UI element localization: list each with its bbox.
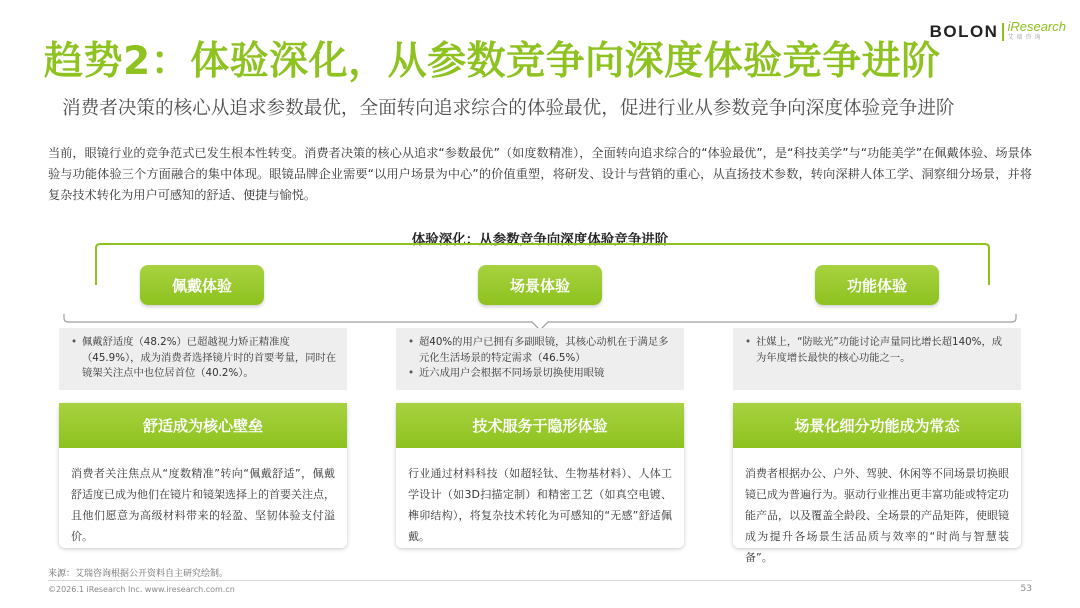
page-subtitle: 消费者决策的核心从追求参数最优，全面转向追求综合的体验最优，促进行业从参数竞争向深度体验竞争进阶 [62,98,955,119]
stat-item: • 社媒上，“防眩光”功能讨论声量同比增长超140%，成为年度增长最快的核心功能之一。 [745,335,1011,366]
card-text: 行业通过材料科技（如超轻钛、生物基材料）、人体工学设计（如3D扫描定制）和精密工艺（如真空电镀、榫卯结构），将复杂技术转化为可感知的“无感”舒适佩戴。 [408,467,672,543]
card-title: 舒适成为核心壁垒 [59,403,347,448]
logo-iresearch-text: iResearch [1007,19,1066,34]
copyright-text: ©2026.1 iResearch Inc. www.iresearch.com.cn [48,585,235,594]
logo-bolon-text: BOLON [929,22,999,41]
tag-function-experience: 功能体验 [815,265,939,305]
tag-wearing-experience: 佩戴体验 [140,265,264,305]
card-title: 场景化细分功能成为常态 [733,403,1021,448]
stat-item: • 近六成用户会根据不同场景切换使用眼镜 [408,366,674,382]
card-text: 消费者关注焦点从“度数精准”转向“佩戴舒适”，佩戴舒适度已成为他们在镜片和镜架选择上的首要关注点，且他们愿意为高级材料带来的轻盈、坚韧体验支付溢价。 [71,467,335,543]
intro-paragraph: 当前，眼镜行业的竞争范式已发生根本性转变。消费者决策的核心从追求“参数最优”（如度数精准），全面转向追求综合的“体验最优”，是“科技美学”与“功能美学”在佩戴体验、场景体验与功能体验三个方面融合的集中体现。眼镜品牌企业需要“以用户场景为中心”的价值重塑，将研发、设计与营销的重心，从直扬技术参数，转向深耕人体工学、洞察细分场景，并将复杂技术转化为用户可感知的舒适、便捷与愉悦。 [48,146,1032,202]
card-technology [396,403,684,548]
stat-box-scene [396,328,684,390]
logo-iresearch-subtext: 艾瑞咨询 [1007,34,1044,41]
stat-item: • 超40%的用户已拥有多副眼镜，其核心动机在于满足多元化生活场景的特定需求（46.5%） [408,335,674,366]
tag-scene-experience: 场景体验 [478,265,602,305]
card-scenario-function [733,403,1021,564]
stat-box-wearing [59,328,347,390]
stat-item: • 佩戴舒适度（48.2%）已超越视力矫正精准度（45.9%），成为消费者选择镜片时的首要考量，同时在镜架关注点中也位居首位（40.2%）。 [71,335,337,382]
diagram-title: 体验深化：从参数竞争向深度体验竞争进阶 [411,232,669,248]
footer-divider [48,580,1032,581]
card-text: 消费者根据办公、户外、驾驶、休闲等不同场景切换眼镜已成为普遍行为。驱动行业推出更丰富功能或特定功能产品，以及覆盖全龄段、全场景的产品矩阵，使眼镜成为提升各场景生活品质与效率的“时尚与智慧装备”。 [745,467,1009,564]
card-comfort [59,403,347,548]
card-title: 技术服务于隐形体验 [396,403,684,448]
stat-box-function [733,328,1021,390]
page-title: 趋势2：体验深化，从参数竞争向深度体验竞争进阶 [44,39,941,84]
source-note: 来源：艾瑞咨询根据公开资料自主研究绘制。 [48,569,229,579]
page-number: 53 [1020,584,1032,594]
